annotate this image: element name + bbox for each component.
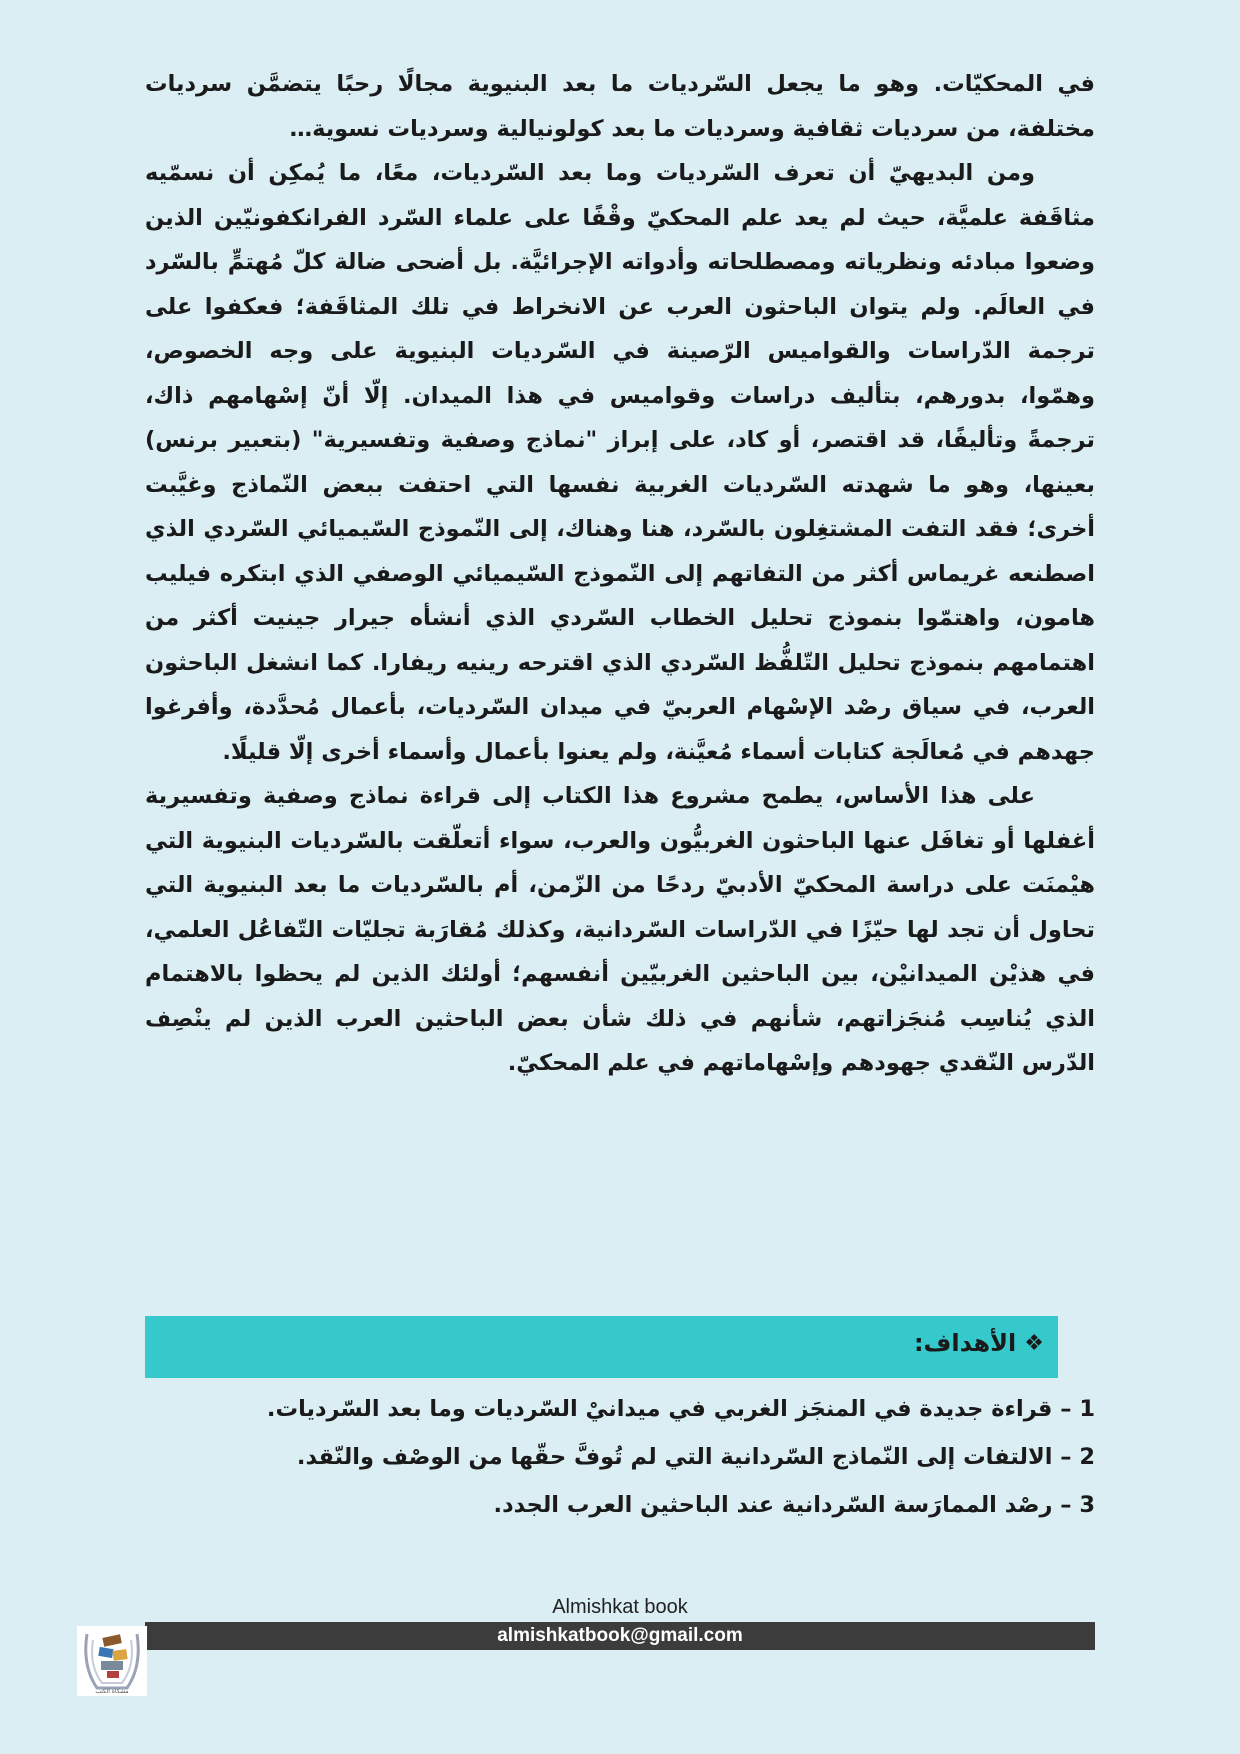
publisher-logo [77,1626,147,1696]
paragraph-3: على هذا الأساس، يطمح مشروع هذا الكتاب إلى قراءة نماذج وصفية وتفسيرية أغفلها أو تغافَل عنها الباحثون الغربيُّون والعرب، سواء أتعلّقت بالسّرديات البنيوية التي هيْمنَت على دراسة المحكيّ الأدبيّ ردحًا من الزّمن، أم بالسّرديات ما بعد البنيوية التي تحاول أن تجد لها حيّزًا في الدّراسات السّردانية، وكذلك مُقارَبة تجليّات التّفاعُل العلمي، في هذيْن الميدانيْن، بين الباحثين الغربيّين أنفسهم؛ أولئك الذين لم يحظوا بالاهتمام الذي يُناسِب مُنجَزاتهم، شأنهم في ذلك شأن بعض الباحثين العرب الذين لم ينْصِف الدّرس النّقدي جهودهم وإسْهاماتهم في علم المحكيّ. [145,783,1095,1076]
publisher-email: almishkatbook@gmail.com [145,1622,1095,1650]
paragraph-1: في المحكيّات. وهو ما يجعل السّرديات ما بعد البنيوية مجالًا رحبًا يتضمَّن سرديات مختلفة، من سرديات ثقافية وسرديات ما بعد كولونيالية وسرديات نسوية… [145,71,1095,142]
paragraph-2: ومن البديهيّ أن تعرف السّرديات وما بعد السّرديات، معًا، ما يُمكِن أن نسمّيه مثاقَفة علميَّة، حيث لم يعد علم المحكيّ وقْفًا على علماء السّرد الفرانكفونيّين الذين وضعوا مبادئه ونظرياته ومصطلحاته وأدواته الإجرائيَّة. بل أضحى ضالة كلّ مُهتمٍّ بالسّرد في العالَم. ولم يتوان الباحثون العرب عن الانخراط في تلك المثاقَفة؛ فعكفوا على ترجمة الدّراسات والقواميس الرّصينة في السّرديات البنيوية على وجه الخصوص، وهمّوا، بدورهم، بتأليف دراسات وقواميس في هذا الميدان. إلّا أنّ إسْهامهم ذاك، ترجمةً وتأليفًا، قد اقتصر، أو كاد، على إبراز "نماذج وصفية وتفسيرية" (بتعبير برنس) بعينها، وهو ما شهدته السّرديات الغربية نفسها التي احتفت ببعض النّماذج وغيَّبت أخرى؛ فقد التفت المشتغِلون بالسّرد، هنا وهناك، إلى النّموذج السّيميائي السّردي الذي اصطنعه غريماس أكثر من التفاتهم إلى النّموذج السّيميائي الوصفي الذي ابتكره فيليب هامون، واهتمّوا بنموذج تحليل الخطاب السّردي الذي أنشأه جيرار جينيت أكثر من اهتمامهم بنموذج تحليل التّلفُّظ السّردي الذي اقترحه رينيه ريفارا. كما انشغل الباحثون العرب، في سياق رصْد الإسْهام العربيّ في ميدان السّرديات، بأعمال مُحدَّدة، وأفرغوا جهدهم في مُعالَجة كتابات أسماء مُعيَّنة، ولم يعنوا بأعمال وأسماء أخرى إلّا قليلًا. [145,160,1095,765]
objective-item: 2 – الالتفات إلى النّماذج السّردانية التي لم تُوفَّ حقّها من الوصْف والنّقد. [296,1444,1095,1470]
publisher-name: Almishkat book [552,1596,688,1618]
objective-item: 3 – رصْد الممارَسة السّردانية عند الباحثين العرب الجدد. [493,1492,1095,1518]
svg-text:مشكاة الكتب: مشكاة الكتب [95,1688,129,1695]
objectives-heading [914,1329,1044,1357]
objectives-title: الأهداف: [913,1329,1017,1357]
diamond-icon: ❖ [1024,1330,1044,1356]
objectives-list [145,1385,1095,1529]
objectives-banner [145,1316,1058,1378]
page-body [145,62,1095,1086]
objective-item: 1 – قراءة جديدة في المنجَز الغربي في ميدانيْ السّرديات وما بعد السّرديات. [266,1396,1095,1422]
